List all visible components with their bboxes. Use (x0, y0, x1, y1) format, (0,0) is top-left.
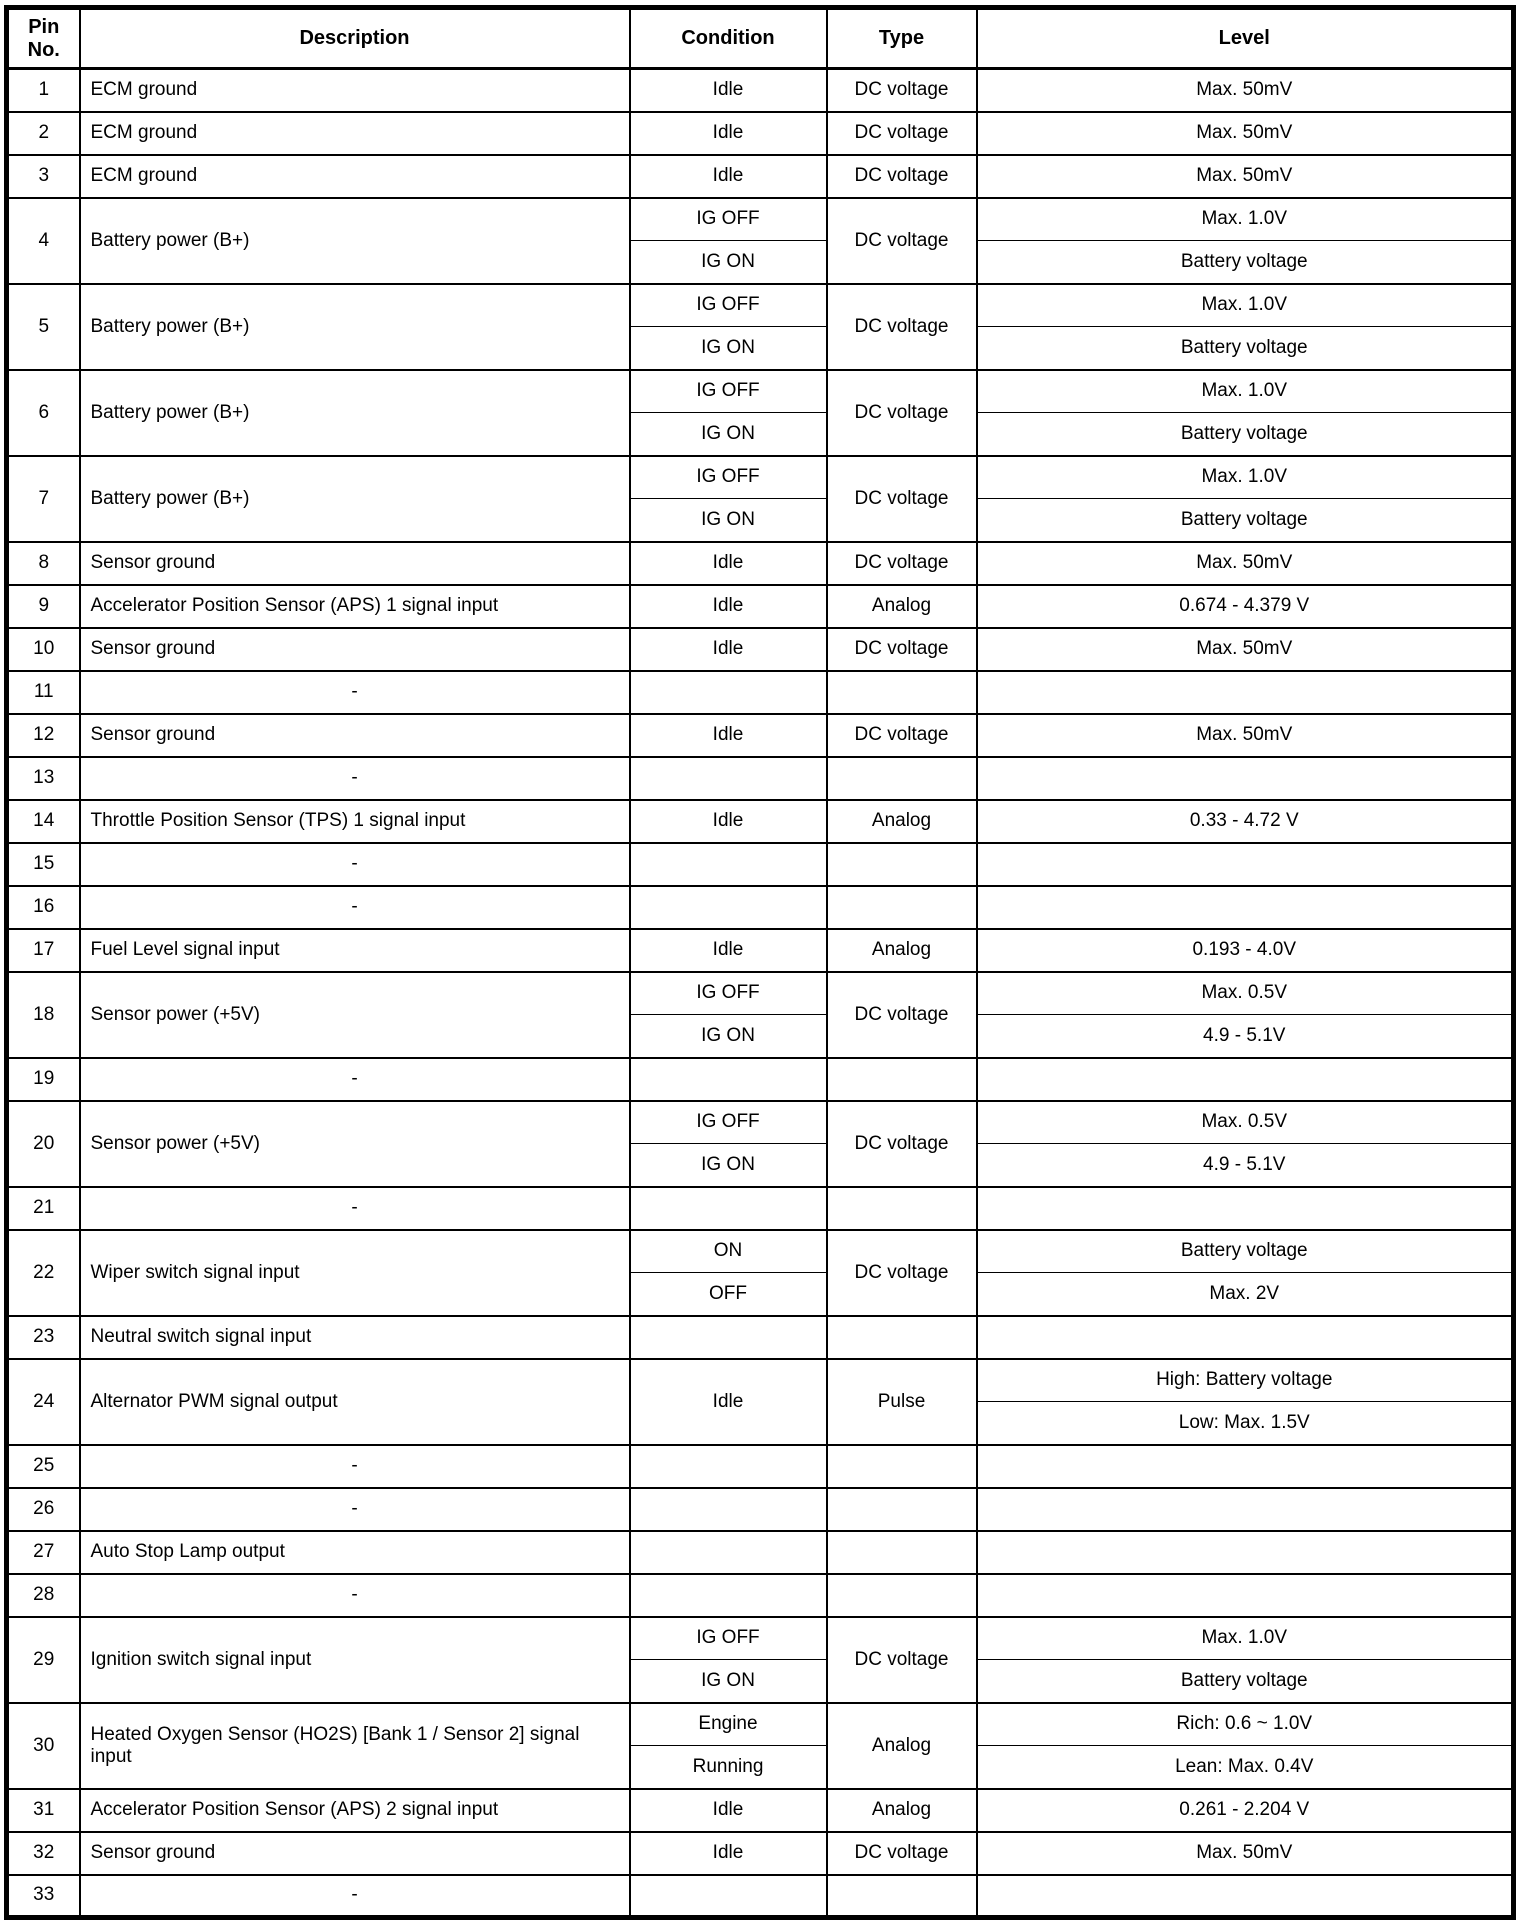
condition-cell: IG ON (630, 1660, 827, 1703)
pin-number-cell: 28 (7, 1574, 80, 1617)
description-cell: Sensor power (+5V) (80, 1101, 630, 1187)
type-cell: DC voltage (827, 112, 977, 155)
type-cell: Pulse (827, 1359, 977, 1445)
condition-cell: IG ON (630, 241, 827, 284)
header-condition: Condition (630, 8, 827, 69)
description-cell: Sensor ground (80, 542, 630, 585)
description-cell: - (80, 757, 630, 800)
connector-pin-table (4, 5, 1516, 1920)
condition-cell: IG ON (630, 1144, 827, 1187)
pin-row-14 (7, 800, 1514, 843)
pin-number-cell: 10 (7, 628, 80, 671)
condition-cell: Idle (630, 542, 827, 585)
pin-number-cell: 26 (7, 1488, 80, 1531)
type-cell (827, 886, 977, 929)
level-cell: Low: Max. 1.5V (977, 1402, 1514, 1445)
condition-cell (630, 1445, 827, 1488)
description-cell: Auto Stop Lamp output (80, 1531, 630, 1574)
level-cell (977, 843, 1514, 886)
pin-number-cell: 29 (7, 1617, 80, 1703)
condition-cell: IG ON (630, 413, 827, 456)
level-cell: 0.193 - 4.0V (977, 929, 1514, 972)
level-cell: 0.674 - 4.379 V (977, 585, 1514, 628)
pin-row-3 (7, 155, 1514, 198)
level-cell (977, 757, 1514, 800)
description-cell: Sensor power (+5V) (80, 972, 630, 1058)
description-cell: - (80, 1488, 630, 1531)
type-cell: DC voltage (827, 456, 977, 542)
description-cell: Wiper switch signal input (80, 1230, 630, 1316)
level-cell: High: Battery voltage (977, 1359, 1514, 1402)
pin-row-4 (7, 198, 1514, 241)
condition-cell: Idle (630, 155, 827, 198)
pin-row-7 (7, 456, 1514, 499)
condition-cell (630, 1187, 827, 1230)
type-cell (827, 1058, 977, 1101)
level-cell: Max. 50mV (977, 628, 1514, 671)
description-cell: Sensor ground (80, 628, 630, 671)
level-cell: Battery voltage (977, 499, 1514, 542)
condition-cell: Idle (630, 69, 827, 112)
level-cell: 0.261 - 2.204 V (977, 1789, 1514, 1832)
pin-row-33 (7, 1875, 1514, 1918)
level-cell: Max. 1.0V (977, 456, 1514, 499)
pin-row-29 (7, 1617, 1514, 1660)
table-body (7, 69, 1514, 1918)
level-cell: Max. 50mV (977, 542, 1514, 585)
condition-cell (630, 1058, 827, 1101)
header-type: Type (827, 8, 977, 69)
description-cell: - (80, 1187, 630, 1230)
pin-row-15 (7, 843, 1514, 886)
condition-cell: IG OFF (630, 370, 827, 413)
pin-number-cell: 25 (7, 1445, 80, 1488)
pin-row-28 (7, 1574, 1514, 1617)
pin-number-cell: 4 (7, 198, 80, 284)
type-cell: Analog (827, 929, 977, 972)
pin-number-cell: 24 (7, 1359, 80, 1445)
level-cell: Max. 50mV (977, 1832, 1514, 1875)
condition-cell: Idle (630, 628, 827, 671)
level-cell: Max. 50mV (977, 714, 1514, 757)
type-cell: Analog (827, 1703, 977, 1789)
condition-cell: Engine (630, 1703, 827, 1746)
description-cell: - (80, 1574, 630, 1617)
condition-cell (630, 671, 827, 714)
level-cell: Battery voltage (977, 327, 1514, 370)
condition-cell: Idle (630, 714, 827, 757)
pin-row-31 (7, 1789, 1514, 1832)
type-cell: DC voltage (827, 1832, 977, 1875)
description-cell: Throttle Position Sensor (TPS) 1 signal input (80, 800, 630, 843)
level-cell: Max. 50mV (977, 112, 1514, 155)
condition-cell: ON (630, 1230, 827, 1273)
level-cell: Max. 50mV (977, 69, 1514, 112)
level-cell: Max. 1.0V (977, 198, 1514, 241)
pin-number-cell: 27 (7, 1531, 80, 1574)
level-cell (977, 1187, 1514, 1230)
condition-cell: Idle (630, 585, 827, 628)
description-cell: - (80, 843, 630, 886)
type-cell: DC voltage (827, 370, 977, 456)
level-cell: 0.33 - 4.72 V (977, 800, 1514, 843)
condition-cell: Running (630, 1746, 827, 1789)
condition-cell (630, 1531, 827, 1574)
pin-number-cell: 3 (7, 155, 80, 198)
type-cell: Analog (827, 585, 977, 628)
condition-cell: IG OFF (630, 456, 827, 499)
condition-cell: IG ON (630, 327, 827, 370)
type-cell: DC voltage (827, 69, 977, 112)
pin-number-cell: 5 (7, 284, 80, 370)
type-cell (827, 1531, 977, 1574)
level-cell (977, 1316, 1514, 1359)
pin-number-cell: 2 (7, 112, 80, 155)
pin-row-32 (7, 1832, 1514, 1875)
condition-cell: Idle (630, 1832, 827, 1875)
type-cell (827, 1316, 977, 1359)
type-cell: Analog (827, 800, 977, 843)
pin-row-17 (7, 929, 1514, 972)
description-cell: - (80, 1445, 630, 1488)
condition-cell: IG OFF (630, 198, 827, 241)
pin-row-27 (7, 1531, 1514, 1574)
level-cell: Max. 2V (977, 1273, 1514, 1316)
condition-cell: IG OFF (630, 1617, 827, 1660)
condition-cell: IG ON (630, 499, 827, 542)
type-cell: DC voltage (827, 628, 977, 671)
level-cell: Max. 0.5V (977, 972, 1514, 1015)
description-cell: Ignition switch signal input (80, 1617, 630, 1703)
header-row (7, 8, 1514, 69)
pin-row-21 (7, 1187, 1514, 1230)
pin-row-24 (7, 1359, 1514, 1402)
level-cell: Max. 0.5V (977, 1101, 1514, 1144)
condition-cell: OFF (630, 1273, 827, 1316)
condition-cell: Idle (630, 112, 827, 155)
table-header (7, 8, 1514, 69)
level-cell: Lean: Max. 0.4V (977, 1746, 1514, 1789)
pin-row-6 (7, 370, 1514, 413)
type-cell: Analog (827, 1789, 977, 1832)
pin-number-cell: 19 (7, 1058, 80, 1101)
pin-row-19 (7, 1058, 1514, 1101)
pin-number-cell: 32 (7, 1832, 80, 1875)
condition-cell: Idle (630, 1789, 827, 1832)
header-pin-line2: No. (27, 38, 60, 61)
pin-number-cell: 16 (7, 886, 80, 929)
type-cell (827, 671, 977, 714)
description-cell: Sensor ground (80, 714, 630, 757)
type-cell: DC voltage (827, 198, 977, 284)
description-cell: - (80, 671, 630, 714)
pin-row-5 (7, 284, 1514, 327)
description-cell: Fuel Level signal input (80, 929, 630, 972)
pin-number-cell: 6 (7, 370, 80, 456)
level-cell: Max. 1.0V (977, 284, 1514, 327)
type-cell (827, 843, 977, 886)
description-cell: Battery power (B+) (80, 284, 630, 370)
condition-cell (630, 1574, 827, 1617)
pin-number-cell: 20 (7, 1101, 80, 1187)
type-cell: DC voltage (827, 542, 977, 585)
description-cell: Battery power (B+) (80, 456, 630, 542)
description-cell: ECM ground (80, 112, 630, 155)
header-pin-no (7, 8, 80, 69)
level-cell: Max. 1.0V (977, 1617, 1514, 1660)
description-cell: Heated Oxygen Sensor (HO2S) [Bank 1 / Sensor 2] signal input (80, 1703, 630, 1789)
level-cell: 4.9 - 5.1V (977, 1015, 1514, 1058)
description-cell: Battery power (B+) (80, 198, 630, 284)
description-cell: ECM ground (80, 155, 630, 198)
level-cell: Battery voltage (977, 1230, 1514, 1273)
type-cell (827, 1445, 977, 1488)
pin-row-12 (7, 714, 1514, 757)
description-cell: - (80, 1058, 630, 1101)
pin-row-2 (7, 112, 1514, 155)
level-cell: Battery voltage (977, 413, 1514, 456)
pin-number-cell: 14 (7, 800, 80, 843)
level-cell: Max. 50mV (977, 155, 1514, 198)
level-cell: Battery voltage (977, 1660, 1514, 1703)
description-cell: Accelerator Position Sensor (APS) 1 signal input (80, 585, 630, 628)
condition-cell: IG ON (630, 1015, 827, 1058)
type-cell (827, 757, 977, 800)
pin-number-cell: 21 (7, 1187, 80, 1230)
description-cell: Alternator PWM signal output (80, 1359, 630, 1445)
level-cell (977, 1488, 1514, 1531)
level-cell: Battery voltage (977, 241, 1514, 284)
pin-number-cell: 7 (7, 456, 80, 542)
condition-cell: Idle (630, 1359, 827, 1445)
pin-number-cell: 30 (7, 1703, 80, 1789)
pin-row-18 (7, 972, 1514, 1015)
pin-row-9 (7, 585, 1514, 628)
pin-row-25 (7, 1445, 1514, 1488)
type-cell: DC voltage (827, 972, 977, 1058)
level-cell (977, 1574, 1514, 1617)
pin-row-1 (7, 69, 1514, 112)
condition-cell: Idle (630, 800, 827, 843)
type-cell: DC voltage (827, 284, 977, 370)
pin-row-11 (7, 671, 1514, 714)
condition-cell (630, 886, 827, 929)
header-pin-line1: Pin (28, 15, 60, 38)
pin-number-cell: 13 (7, 757, 80, 800)
condition-cell: IG OFF (630, 972, 827, 1015)
description-cell: ECM ground (80, 69, 630, 112)
type-cell: DC voltage (827, 1617, 977, 1703)
description-cell: Neutral switch signal input (80, 1316, 630, 1359)
description-cell: Battery power (B+) (80, 370, 630, 456)
level-cell (977, 1445, 1514, 1488)
condition-cell (630, 1488, 827, 1531)
pin-number-cell: 9 (7, 585, 80, 628)
pin-number-cell: 12 (7, 714, 80, 757)
condition-cell (630, 1316, 827, 1359)
description-cell: Sensor ground (80, 1832, 630, 1875)
level-cell (977, 1531, 1514, 1574)
level-cell (977, 886, 1514, 929)
pin-number-cell: 11 (7, 671, 80, 714)
level-cell (977, 1875, 1514, 1918)
level-cell: 4.9 - 5.1V (977, 1144, 1514, 1187)
type-cell (827, 1875, 977, 1918)
pin-number-cell: 23 (7, 1316, 80, 1359)
description-cell: Accelerator Position Sensor (APS) 2 signal input (80, 1789, 630, 1832)
description-cell: - (80, 886, 630, 929)
pin-row-10 (7, 628, 1514, 671)
type-cell: DC voltage (827, 714, 977, 757)
pin-number-cell: 8 (7, 542, 80, 585)
level-cell: Max. 1.0V (977, 370, 1514, 413)
type-cell: DC voltage (827, 155, 977, 198)
pin-row-20 (7, 1101, 1514, 1144)
type-cell (827, 1574, 977, 1617)
pin-number-cell: 17 (7, 929, 80, 972)
level-cell (977, 671, 1514, 714)
condition-cell: Idle (630, 929, 827, 972)
pin-number-cell: 1 (7, 69, 80, 112)
type-cell: DC voltage (827, 1101, 977, 1187)
pin-row-30 (7, 1703, 1514, 1746)
condition-cell (630, 757, 827, 800)
header-level: Level (977, 8, 1514, 69)
pin-row-22 (7, 1230, 1514, 1273)
pin-number-cell: 22 (7, 1230, 80, 1316)
pin-row-8 (7, 542, 1514, 585)
level-cell: Rich: 0.6 ~ 1.0V (977, 1703, 1514, 1746)
type-cell (827, 1187, 977, 1230)
pin-number-cell: 15 (7, 843, 80, 886)
type-cell: DC voltage (827, 1230, 977, 1316)
pin-row-23 (7, 1316, 1514, 1359)
condition-cell: IG OFF (630, 284, 827, 327)
condition-cell (630, 1875, 827, 1918)
pin-number-cell: 33 (7, 1875, 80, 1918)
pin-row-16 (7, 886, 1514, 929)
description-cell: - (80, 1875, 630, 1918)
pin-number-cell: 31 (7, 1789, 80, 1832)
condition-cell (630, 843, 827, 886)
condition-cell: IG OFF (630, 1101, 827, 1144)
pin-number-cell: 18 (7, 972, 80, 1058)
type-cell (827, 1488, 977, 1531)
level-cell (977, 1058, 1514, 1101)
pin-row-13 (7, 757, 1514, 800)
pin-row-26 (7, 1488, 1514, 1531)
header-description: Description (80, 8, 630, 69)
